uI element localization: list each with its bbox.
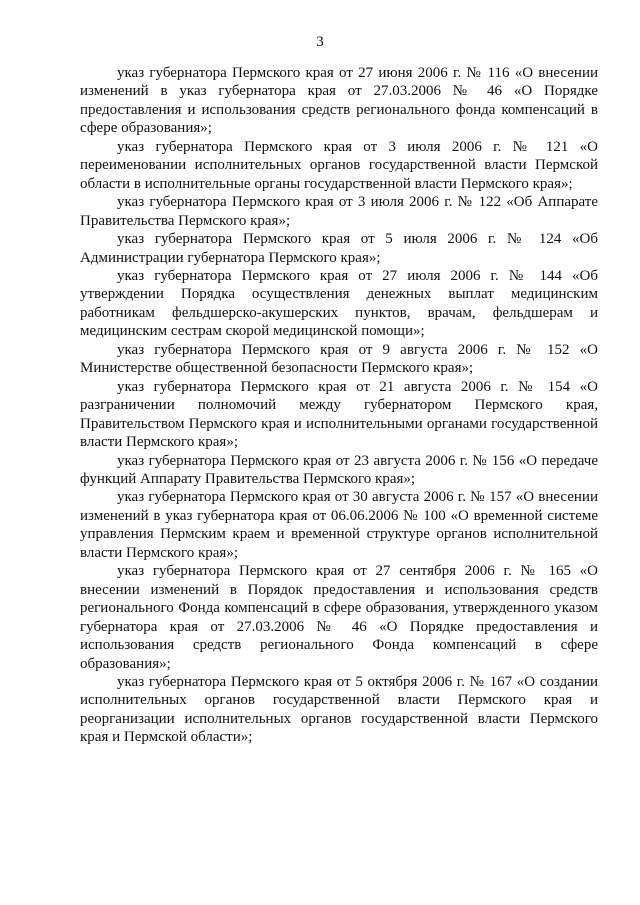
decree-paragraph-2: указ губернатора Пермского края от 3 июля 2006 г. № 121 «О переименовании исполнительных органов государственной власти Пермской области в исполнительные органы государственной власти Пермского края»; <box>80 138 598 192</box>
decree-paragraph-7: указ губернатора Пермского края от 21 августа 2006 г. № 154 «О разграничении полномочий между губернатором Пермского края, Правительством Пермского края и исполнительными органами государственной власти Пермского края»; <box>80 378 598 451</box>
decree-paragraph-11: указ губернатора Пермского края от 5 октября 2006 г. № 167 «О создании исполнительных органов государственной власти Пермского края и реорганизации исполнительных органов государственной власти Пермского края и Пермской области»; <box>80 673 598 746</box>
decree-paragraph-4: указ губернатора Пермского края от 5 июля 2006 г. № 124 «Об Администрации губернатора Пермского края»; <box>80 231 598 266</box>
document-body <box>80 64 598 747</box>
decree-paragraph-10: указ губернатора Пермского края от 27 сентября 2006 г. № 165 «О внесении изменений в Порядок предоставления и использования средств регионального Фонда компенсаций в сфере образования, утвержденного указом губернатора края от 27.03.2006 № 46 «О Порядке предоставления и использования средств регионального Фонда компенсаций в сфере образования»; <box>80 563 598 672</box>
page-number: 3 <box>316 34 324 50</box>
decree-paragraph-3: указ губернатора Пермского края от 3 июля 2006 г. № 122 «Об Аппарате Правительства Пермского края»; <box>80 194 598 229</box>
decree-paragraph-8: указ губернатора Пермского края от 23 августа 2006 г. № 156 «О передаче функций Аппарату Правительства Пермского края»; <box>80 452 598 487</box>
decree-paragraph-1: указ губернатора Пермского края от 27 июня 2006 г. № 116 «О внесении изменений в указ губернатора края от 27.03.2006 № 46 «О Порядке предоставления и использования средств регионального фонда компенсаций в сфере образования»; <box>80 65 598 137</box>
decree-paragraph-5: указ губернатора Пермского края от 27 июля 2006 г. № 144 «Об утверждении Порядка осуществления денежных выплат медицинским работникам фельдшерско-акушерских пунктов, врачам, фельдшерам и медицинским сестрам скорой медицинской помощи»; <box>80 267 598 340</box>
decree-paragraph-6: указ губернатора Пермского края от 9 августа 2006 г. № 152 «О Министерстве общественной безопасности Пермского края»; <box>80 341 598 377</box>
decree-paragraph-9: указ губернатора Пермского края от 30 августа 2006 г. № 157 «О внесении изменений в указ губернатора края от 06.06.2006 № 100 «О временной системе управления Пермским краем и временной структуре органов исполнительной власти Пермского края»; <box>80 489 598 561</box>
